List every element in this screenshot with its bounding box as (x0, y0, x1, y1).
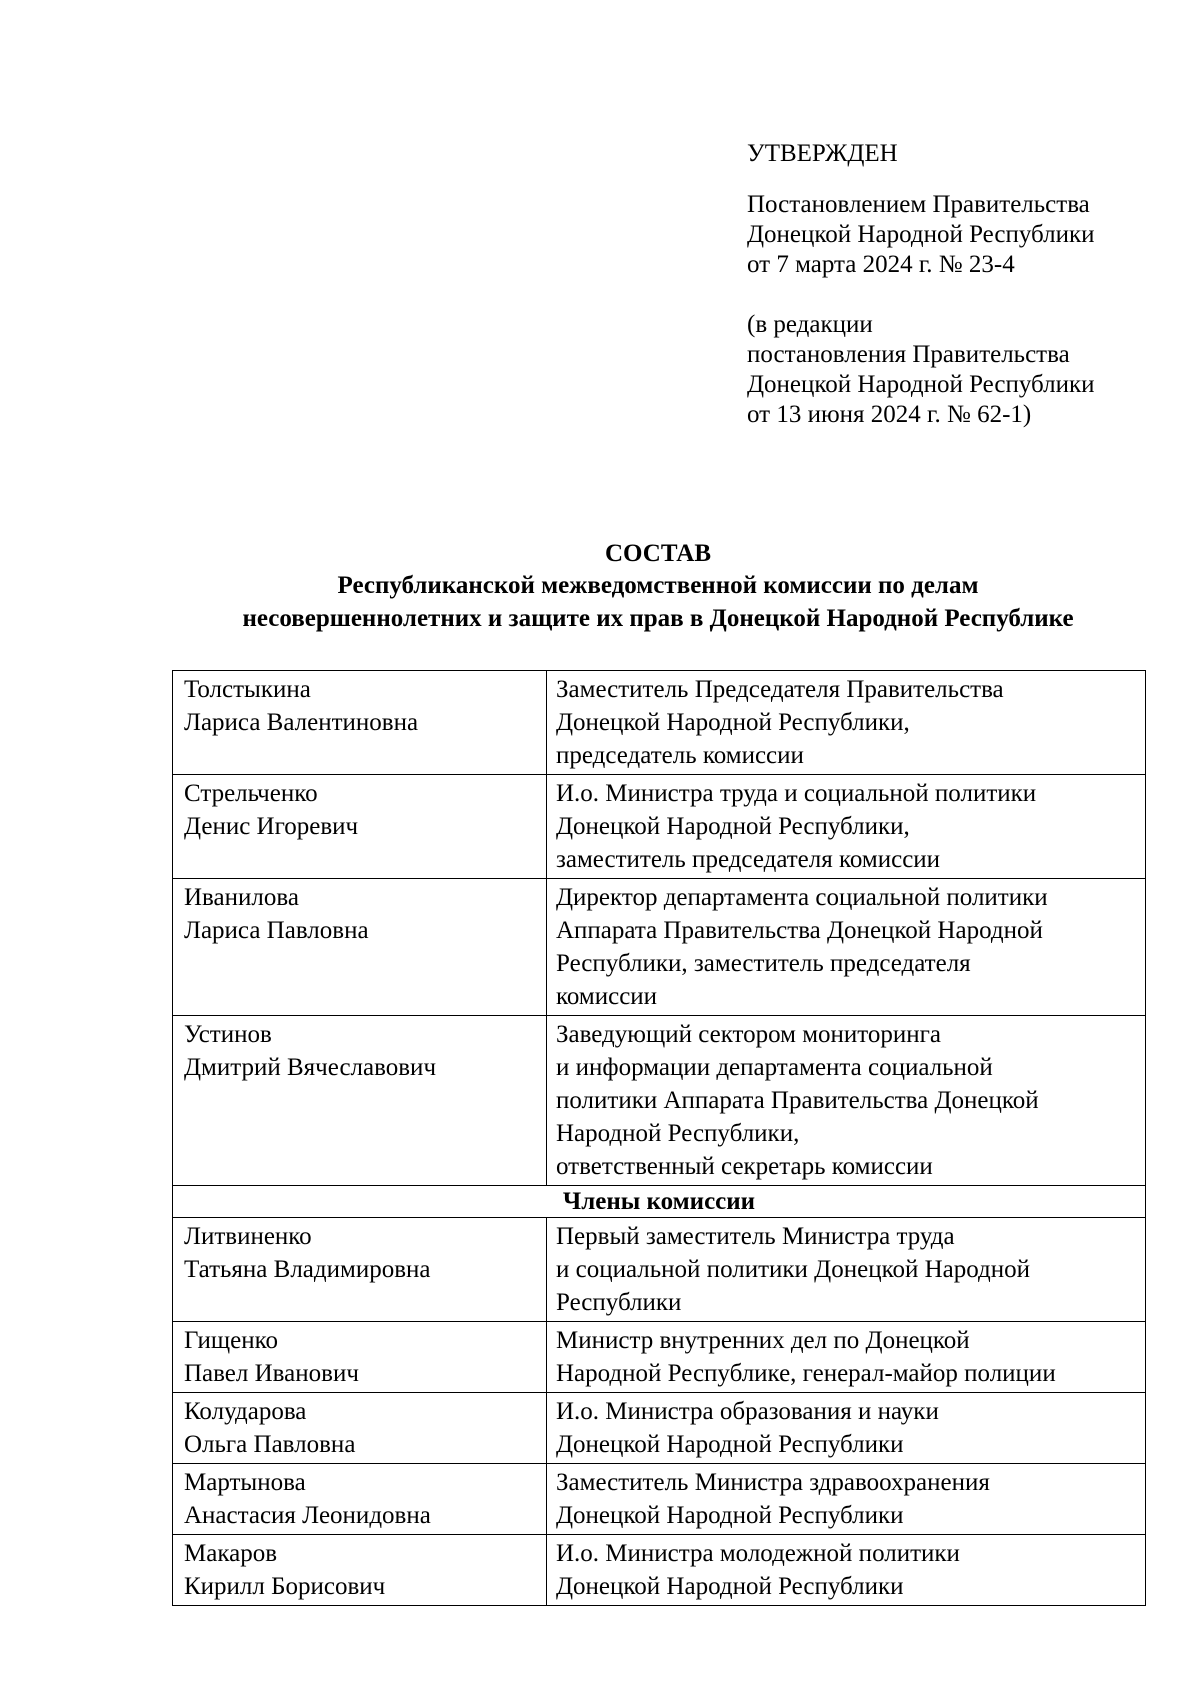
revision-line: (в редакции (747, 311, 873, 338)
person-position-line: заместитель председателя комиссии (556, 846, 941, 873)
person-position (547, 1464, 1146, 1535)
person-position-line: Донецкой Народной Республики (556, 1573, 904, 1600)
person-name-line: Павел Иванович (184, 1360, 359, 1387)
person-position (547, 879, 1146, 1016)
person-position-line: ответственный секретарь комиссии (556, 1153, 933, 1180)
person-position-line: Министр внутренних дел по Донецкой (556, 1327, 970, 1354)
person-name-line: Татьяна Владимировна (184, 1256, 431, 1283)
person-name-line: Денис Игоревич (184, 813, 359, 840)
person-position-line: комиссии (556, 983, 658, 1010)
person-name-line: Толстыкина (184, 676, 311, 703)
person-position-line: Народной Республике, генерал-майор полиции (556, 1360, 1056, 1387)
title-heading: СОСТАВ (604, 540, 712, 567)
decree-line: от 7 марта 2024 г. № 23-4 (747, 251, 1015, 278)
person-position-line: Заместитель Председателя Правительства (556, 676, 1004, 703)
person-position-line: Директор департамента социальной политики (556, 884, 1048, 911)
table-row (173, 1535, 1146, 1606)
approved-label: УТВЕРЖДЕН (747, 140, 898, 167)
person-name-line: Стрельченко (184, 780, 318, 807)
person-position-line: Донецкой Народной Республики, (556, 813, 910, 840)
person-position-line: Республики (556, 1289, 682, 1316)
title-line: несовершеннолетних и защите их прав в Донецкой Народной Республике (242, 605, 1074, 632)
person-position (547, 1218, 1146, 1322)
person-name (173, 1016, 547, 1186)
person-name-line: Ольга Павловна (184, 1431, 356, 1458)
title-line: Республиканской межведомственной комиссии по делам (337, 572, 979, 599)
table-row (173, 671, 1146, 775)
person-name (173, 671, 547, 775)
document-title (172, 538, 1144, 635)
members-heading: Члены комиссии (173, 1186, 1146, 1218)
person-position-line: Заведующий сектором мониторинга (556, 1021, 941, 1048)
person-name-line: Лариса Валентиновна (184, 709, 419, 736)
person-position (547, 1393, 1146, 1464)
person-name (173, 1464, 547, 1535)
person-name-line: Иванилова (184, 884, 299, 911)
decree-reference (747, 190, 1167, 280)
person-position-line: и социальной политики Донецкой Народной (556, 1256, 1030, 1283)
table-row (173, 775, 1146, 879)
approval-stamp (747, 139, 1167, 430)
revision-line: от 13 июня 2024 г. № 62-1) (747, 401, 1032, 428)
person-position-line: политики Аппарата Правительства Донецкой (556, 1087, 1039, 1114)
person-position (547, 775, 1146, 879)
person-position-line: Республики, заместитель председателя (556, 950, 971, 977)
person-position (547, 1535, 1146, 1606)
person-position-line: Заместитель Министра здравоохранения (556, 1469, 990, 1496)
person-name-line: Кирилл Борисович (184, 1573, 386, 1600)
revision-line: постановления Правительства (747, 341, 1070, 368)
table-row (173, 1393, 1146, 1464)
person-name (173, 1535, 547, 1606)
person-name-line: Литвиненко (184, 1223, 312, 1250)
person-name (173, 1322, 547, 1393)
person-position-line: И.о. Министра молодежной политики (556, 1540, 960, 1567)
person-name-line: Гищенко (184, 1327, 278, 1354)
decree-line: Постановлением Правительства (747, 191, 1090, 218)
members-section-row (173, 1186, 1146, 1218)
person-position-line: Народной Республики, (556, 1120, 800, 1147)
person-position (547, 1016, 1146, 1186)
person-position-line: Первый заместитель Министра труда (556, 1223, 955, 1250)
person-position (547, 1322, 1146, 1393)
person-position-line: И.о. Министра труда и социальной политики (556, 780, 1037, 807)
table-row (173, 879, 1146, 1016)
person-name-line: Макаров (184, 1540, 277, 1567)
person-name-line: Мартынова (184, 1469, 306, 1496)
person-position-line: И.о. Министра образования и науки (556, 1398, 939, 1425)
person-name-line: Устинов (184, 1021, 272, 1048)
person-position-line: Аппарата Правительства Донецкой Народной (556, 917, 1043, 944)
person-name-line: Колударова (184, 1398, 307, 1425)
person-position-line: и информации департамента социальной (556, 1054, 993, 1081)
commission-roster-table (172, 670, 1146, 1606)
person-position-line: Донецкой Народной Республики (556, 1431, 904, 1458)
person-name-line: Анастасия Леонидовна (184, 1502, 431, 1529)
revision-line: Донецкой Народной Республики (747, 371, 1095, 398)
person-name (173, 775, 547, 879)
person-position-line: Донецкой Народной Республики, (556, 709, 910, 736)
revision-reference (747, 310, 1167, 430)
person-position-line: председатель комиссии (556, 742, 804, 769)
person-name (173, 1218, 547, 1322)
table-row (173, 1218, 1146, 1322)
table-row (173, 1322, 1146, 1393)
person-name (173, 879, 547, 1016)
person-name-line: Дмитрий Вячеславович (184, 1054, 437, 1081)
decree-line: Донецкой Народной Республики (747, 221, 1095, 248)
table-row (173, 1464, 1146, 1535)
person-name (173, 1393, 547, 1464)
table-row (173, 1016, 1146, 1186)
person-position (547, 671, 1146, 775)
person-name-line: Лариса Павловна (184, 917, 369, 944)
person-position-line: Донецкой Народной Республики (556, 1502, 904, 1529)
